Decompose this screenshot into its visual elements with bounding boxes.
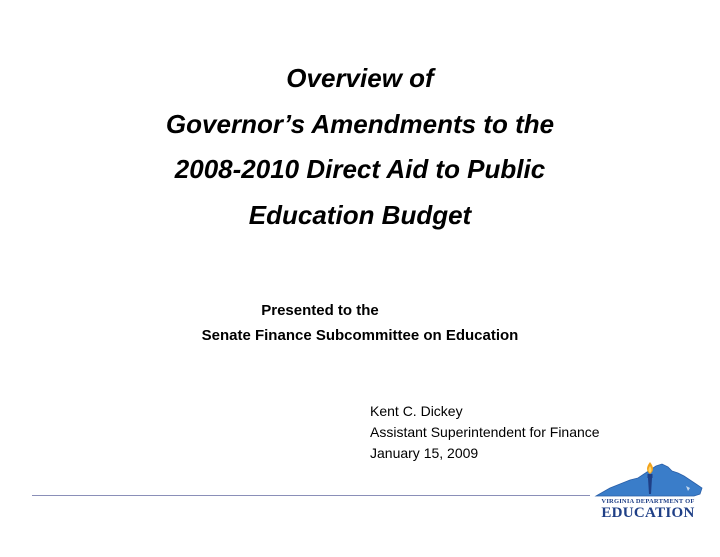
title-line-3: 2008-2010 Direct Aid to Public [174, 154, 546, 184]
title-line-1: Overview of [286, 63, 434, 93]
presented-to-label: Presented to the [261, 302, 379, 319]
presented-to-block [0, 298, 720, 348]
title-slide: Overview of Governor’s Amendments to the 2008-2010 Direct Aid to Public Education Budget Presented to the Senate Finance Subcommittee on Education Kent C. Dickey Assistant Superintendent for Finance January 15, 2009 VIRGINIA DEPARTMENT OF EDUCATION [0, 0, 720, 557]
slide-title [0, 56, 720, 238]
logo-small-text: VIRGINIA DEPARTMENT OF [601, 498, 695, 505]
virginia-map-torch-icon [590, 458, 706, 500]
vdoe-logo [590, 458, 706, 524]
title-line-4: Education Budget [248, 199, 472, 230]
footer-divider [32, 495, 590, 496]
title-line-2: Governor’s Amendments to the [165, 108, 555, 139]
audience-name: Senate Finance Subcommittee on Education [201, 327, 519, 344]
logo-big-text: EDUCATION [601, 505, 695, 521]
